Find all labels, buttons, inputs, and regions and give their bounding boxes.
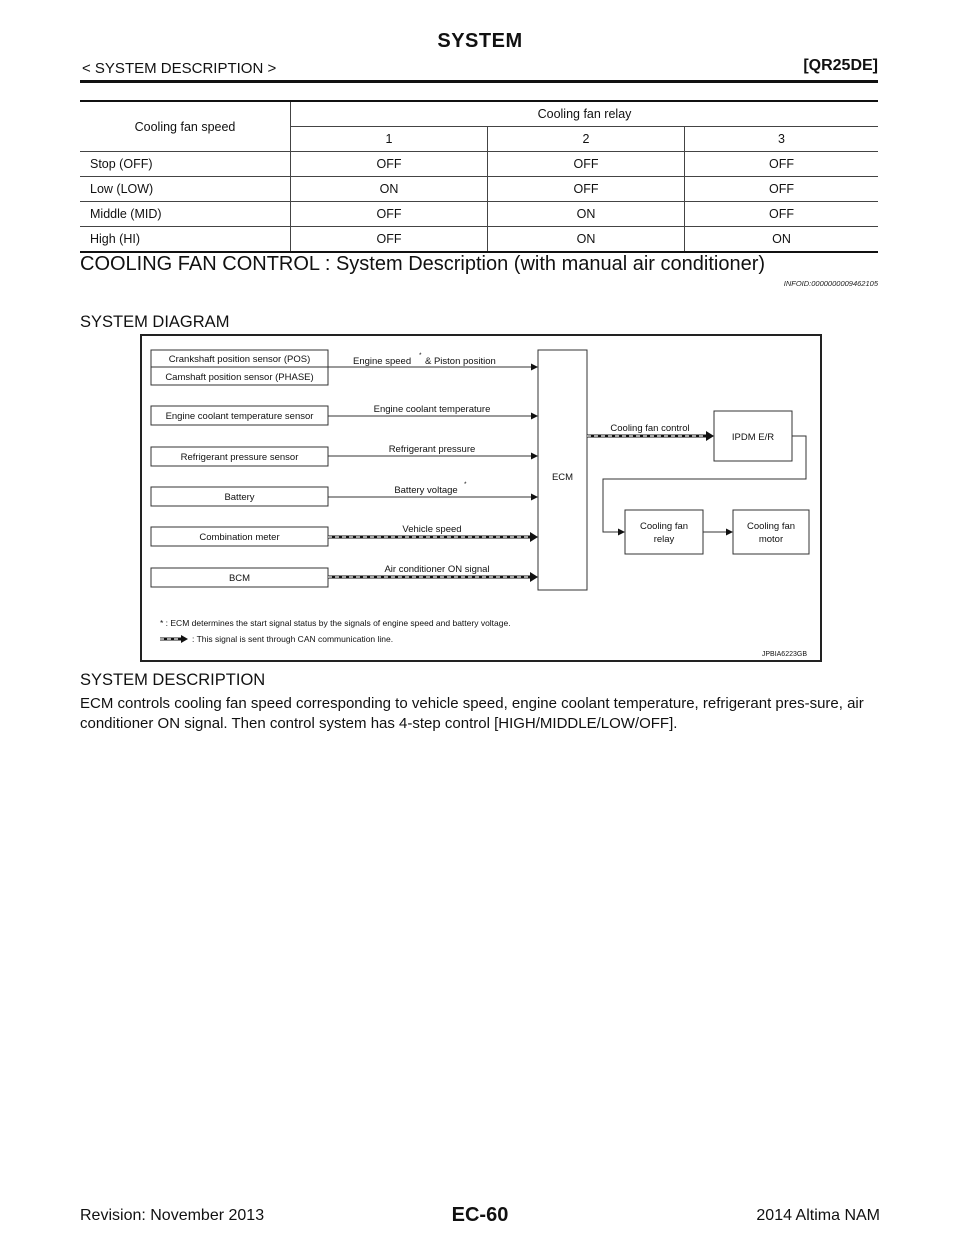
info-id: INFOID:0000000009462105: [783, 279, 878, 288]
fan-motor-box: [733, 510, 809, 554]
relay-2-cell: ON: [488, 202, 685, 227]
section-heading: COOLING FAN CONTROL : System Description (with manual air conditioner): [80, 253, 766, 275]
table-row: [80, 227, 878, 253]
footer-model: 2014 Altima NAM: [756, 1207, 880, 1224]
fan-speed-cell: High (HI): [80, 227, 291, 253]
crankshaft-sensor-label: Crankshaft position sensor (POS): [168, 354, 311, 365]
relay-2-cell: ON: [488, 227, 685, 253]
ac-on-signal-label: Air conditioner ON signal: [384, 564, 490, 575]
fan-relay-box: [625, 510, 703, 554]
relay-1-cell: OFF: [291, 202, 488, 227]
battery-label: Battery: [224, 492, 255, 503]
bcm-label: BCM: [228, 573, 251, 584]
note-asterisk: * : ECM determines the start signal status by the signals of engine speed and battery voltage.: [160, 618, 511, 628]
table-row: [80, 152, 878, 177]
relay-1-cell: OFF: [291, 227, 488, 253]
fan-speed-cell: Middle (MID): [80, 202, 291, 227]
coolant-temp-label: Engine coolant temperature: [373, 404, 491, 415]
fan-motor-label-2: motor: [758, 534, 784, 545]
relay-2-cell: OFF: [488, 152, 685, 177]
table-header-row: [80, 101, 878, 127]
refrigerant-pressure-label: Refrigerant pressure: [388, 444, 476, 455]
combination-meter-label: Combination meter: [199, 532, 280, 543]
fan-relay-label-2: relay: [653, 534, 675, 545]
header-relay-1: 1: [291, 127, 488, 152]
relay-table: [80, 100, 878, 253]
footer-page-number: EC-60: [451, 1204, 509, 1226]
refrigerant-sensor-label: Refrigerant pressure sensor: [180, 452, 299, 463]
section-breadcrumb: < SYSTEM DESCRIPTION >: [82, 60, 277, 77]
relay-3-cell: ON: [685, 227, 879, 253]
relay-1-cell: ON: [291, 177, 488, 202]
header-fan-relay: Cooling fan relay: [291, 101, 879, 127]
note-can-line: : This signal is sent through CAN communication line.: [192, 634, 394, 644]
ipdm-label: IPDM E/R: [731, 432, 775, 443]
system-diagram: [140, 334, 822, 662]
ecm-box: [538, 350, 587, 590]
header-relay-3: 3: [685, 127, 879, 152]
relay-2-cell: OFF: [488, 177, 685, 202]
coolant-sensor-label: Engine coolant temperature sensor: [165, 411, 314, 422]
fan-speed-cell: Stop (OFF): [80, 152, 291, 177]
engine-speed-label: Engine speed: [353, 356, 412, 367]
relay-3-cell: OFF: [685, 177, 879, 202]
relay-3-cell: OFF: [685, 152, 879, 177]
vehicle-speed-label: Vehicle speed: [402, 524, 462, 535]
figure-id: JPBIA6223GB: [761, 651, 807, 658]
engine-model: [QR25DE]: [803, 57, 878, 74]
camshaft-sensor-label: Camshaft position sensor (PHASE): [165, 372, 314, 383]
fan-control-label: Cooling fan control: [610, 423, 690, 434]
battery-voltage-asterisk: *: [464, 481, 467, 488]
relay-1-cell: OFF: [291, 152, 488, 177]
system-description-heading: SYSTEM DESCRIPTION: [80, 671, 266, 689]
page-title: SYSTEM: [437, 30, 523, 52]
engine-speed-asterisk: *: [419, 352, 422, 359]
fan-motor-label-1: Cooling fan: [746, 521, 796, 532]
battery-voltage-label: Battery voltage: [394, 485, 458, 496]
table-row: [80, 177, 878, 202]
header-fan-speed: Cooling fan speed: [80, 101, 291, 152]
piston-position-label: & Piston position: [425, 356, 496, 367]
fan-speed-cell: Low (LOW): [80, 177, 291, 202]
relay-3-cell: OFF: [685, 202, 879, 227]
fan-relay-label-1: Cooling fan: [639, 521, 689, 532]
header-rule: [80, 80, 878, 83]
table-row: [80, 202, 878, 227]
header-relay-2: 2: [488, 127, 685, 152]
footer-revision: Revision: November 2013: [80, 1207, 265, 1224]
system-diagram-heading: SYSTEM DIAGRAM: [80, 313, 230, 331]
ecm-label: ECM: [551, 472, 574, 483]
system-description-text: ECM controls cooling fan speed corresponding to vehicle speed, engine coolant temperature, refrigerant pres-sure, air conditioner ON signal. Then control system has 4-step control [HIGH/MIDDLE/LOW/OFF].: [80, 695, 864, 732]
